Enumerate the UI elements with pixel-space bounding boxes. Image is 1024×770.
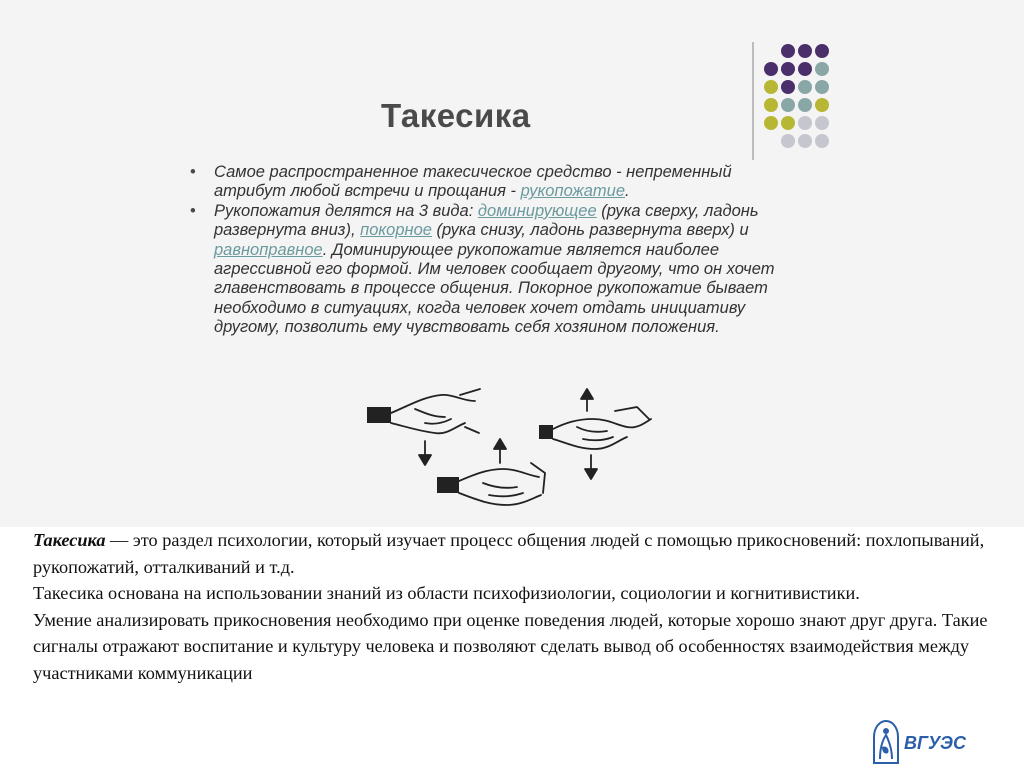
decorative-dot xyxy=(764,62,778,76)
decorative-dot xyxy=(798,80,812,94)
inline-link[interactable]: покорное xyxy=(360,221,432,240)
bullet-text: . Доминирующее рукопожатие является наиболее агрессивной его формой. Им человек сообщает другому, что он хочет главенствовать в процессе общения. Покорное рукопожатие бывает необходимо в ситуациях, когда человек хочет отдать инициативу другому, позволить ему чувствовать себя хозяином положения. xyxy=(214,240,775,337)
bullet-text: (рука снизу, ладонь развернута вверх) и xyxy=(431,221,749,240)
decorative-dot xyxy=(781,62,795,76)
logo-text: ВГУЭС xyxy=(904,733,966,753)
university-logo xyxy=(870,719,990,765)
slide-title: Такесика xyxy=(381,97,531,134)
decorative-dot xyxy=(781,44,795,58)
decorative-divider xyxy=(752,42,754,160)
decorative-dot-grid xyxy=(0,0,1024,170)
caption-paragraph-2: Такесика основана на использовании знаний из области психофизиологии, социологии и когнитивистики. xyxy=(33,583,860,603)
decorative-dot xyxy=(815,62,829,76)
decorative-dot xyxy=(798,62,812,76)
decorative-dot xyxy=(781,116,795,130)
bullet-text: Рукопожатия делятся на 3 вида: xyxy=(214,201,478,220)
decorative-dot xyxy=(798,116,812,130)
caption-paragraph-3: Умение анализировать прикосновения необходимо при оценке поведения людей, которые хорошо знают друг друга. Такие сигналы отражают воспитание и культуру человека и позволяют сделать вывод об особенностях взаимодействия между участниками коммуникации xyxy=(33,609,988,683)
bullet-text: . xyxy=(625,182,630,201)
decorative-dot xyxy=(798,134,812,148)
inline-link[interactable]: равноправное xyxy=(214,240,323,259)
decorative-dot xyxy=(815,44,829,58)
decorative-dot xyxy=(781,80,795,94)
decorative-dot xyxy=(798,44,812,58)
decorative-dot xyxy=(815,116,829,130)
caption-paragraph-1 xyxy=(33,527,995,580)
decorative-dot xyxy=(815,80,829,94)
decorative-dot xyxy=(764,98,778,112)
decorative-dot xyxy=(815,98,829,112)
bullet-list xyxy=(190,163,800,338)
decorative-dot xyxy=(781,98,795,112)
decorative-dot xyxy=(815,134,829,148)
decorative-dot xyxy=(764,116,778,130)
university-logo-image xyxy=(870,719,990,765)
bullet-item xyxy=(190,202,800,338)
caption-term: Такесика xyxy=(33,530,106,550)
bullet-text: (рука сверху, ладонь развернута вниз), xyxy=(214,201,759,240)
inline-link[interactable]: рукопожатие xyxy=(520,182,626,201)
caption-text xyxy=(33,527,995,686)
bullet-item xyxy=(190,163,800,202)
bullet-text: Самое распространенное такесическое средство - непременный атрибут любой встречи и прощания - xyxy=(214,163,732,201)
decorative-dot xyxy=(781,134,795,148)
inline-link[interactable]: доминирующее xyxy=(477,201,597,220)
decorative-dot xyxy=(798,98,812,112)
handshake-illustration xyxy=(355,383,665,518)
caption-definition: — это раздел психологии, который изучает процесс общения людей с помощью прикосновений: похлопываний, рукопожатий, отталкиваний и т.д. xyxy=(33,530,985,577)
decorative-dot xyxy=(764,80,778,94)
